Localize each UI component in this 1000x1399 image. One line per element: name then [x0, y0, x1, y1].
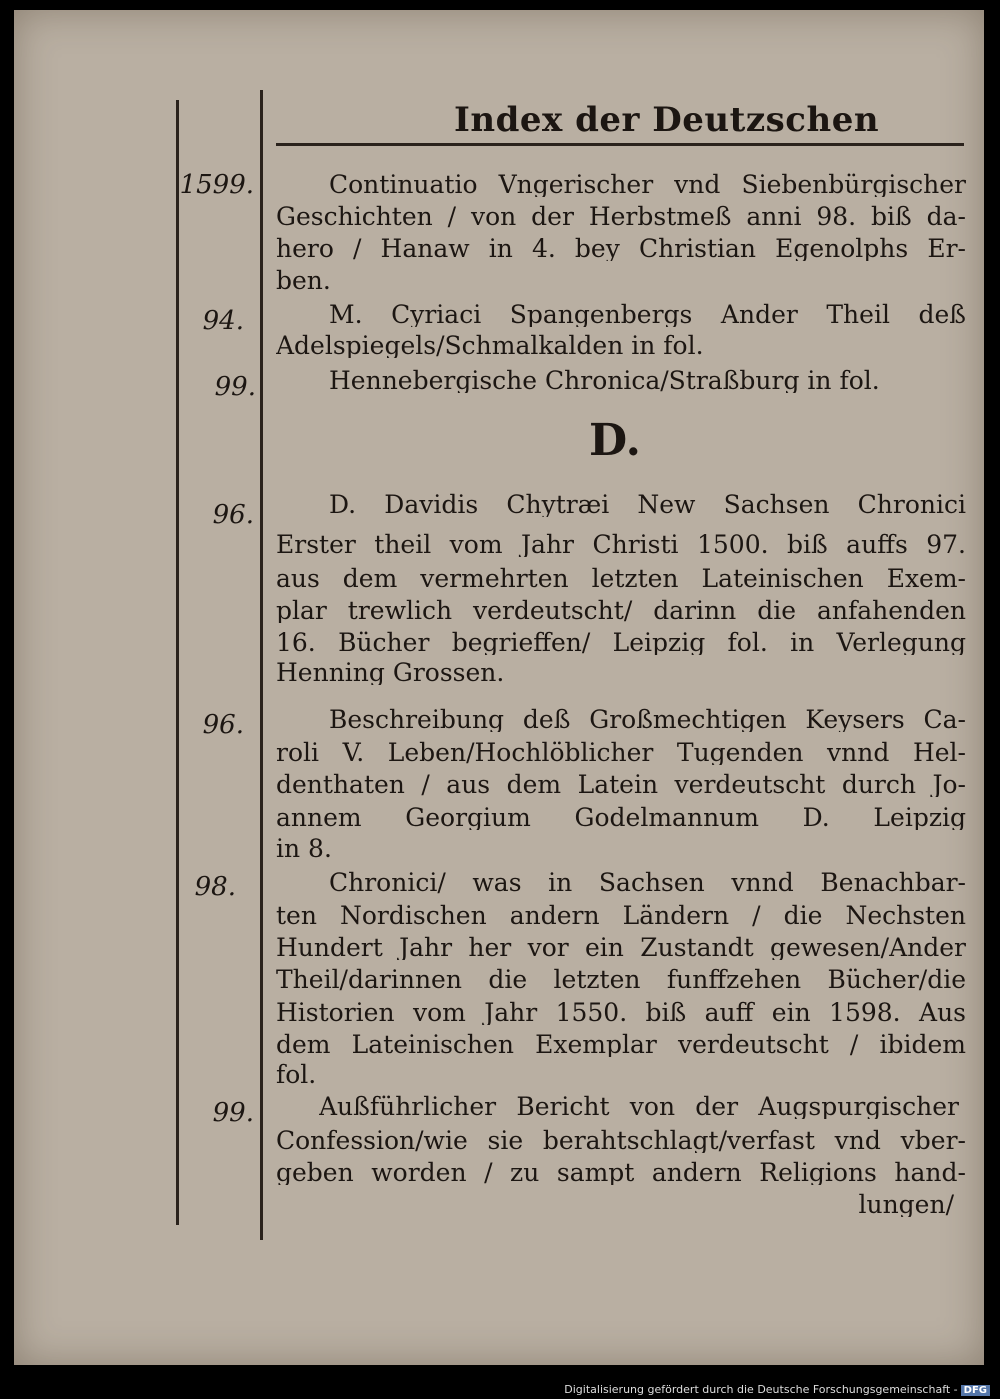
entry-line: Theil/darinnen die letzten funffzehen Bücher/die — [276, 967, 966, 992]
entry-year: 94. — [202, 306, 244, 336]
entry-line: in 8. — [276, 836, 332, 861]
entry-year: 99. — [212, 1098, 254, 1128]
margin-rule-right — [260, 90, 263, 1240]
entry-line: aus dem vermehrten letzten Lateinischen Exem- — [276, 566, 966, 591]
entry-line: Adelspiegels/Schmalkalden in fol. — [276, 333, 704, 358]
entry-year: 99. — [214, 372, 256, 402]
entry-year: 1599. — [179, 170, 254, 200]
entry-year: 98. — [194, 872, 236, 902]
entry-line: Continuatio Vngerischer vnd Siebenbürgischer — [329, 172, 966, 197]
entry-line: Erster theil vom Jahr Christi 1500. biß auffs 97. — [276, 532, 966, 557]
entry-line: roli V. Leben/Hochlöblicher Tugenden vnnd Hel- — [276, 740, 966, 765]
entry-line: Geschichten / von der Herbstmeß anni 98. biß da- — [276, 204, 966, 229]
entry-line: Historien vom Jahr 1550. biß auff ein 1598. Aus — [276, 1000, 966, 1025]
entry-line: Außführlicher Bericht von der Augspurgischer — [319, 1094, 959, 1119]
entry-line: plar trewlich verdeutscht/ darinn die anfahenden — [276, 598, 966, 623]
digitization-credit — [564, 1383, 990, 1396]
entry-line: Henning Grossen. — [276, 660, 505, 685]
entry-line: ten Nordischen andern Ländern / die Nechsten — [276, 903, 966, 928]
margin-rule-left — [176, 100, 179, 1225]
entry-line: Chronici/ was in Sachsen vnnd Benachbar- — [329, 870, 966, 895]
entry-line: Hennebergische Chronica/Straßburg in fol. — [329, 368, 880, 393]
dfg-logo: DFG — [961, 1385, 990, 1396]
header-rule — [276, 143, 964, 146]
entry-line: denthaten / aus dem Latein verdeutscht durch Jo- — [276, 772, 966, 797]
entry-line: Hundert Jahr her vor ein Zustandt gewesen/Ander — [276, 935, 966, 960]
entry-line: D. Davidis Chytræi New Sachsen Chronici — [329, 492, 966, 517]
entry-line: 16. Bücher begrieffen/ Leipzig fol. in Verlegung — [276, 630, 966, 655]
page-title: Index der Deutzschen — [454, 100, 880, 140]
entry-line: lungen/ — [858, 1192, 954, 1217]
book-page — [14, 10, 984, 1365]
entry-year: 96. — [202, 710, 244, 740]
entry-year: 96. — [212, 500, 254, 530]
entry-line: annem Georgium Godelmannum D. Leipzig — [276, 805, 966, 830]
entry-line: Confession/wie sie berahtschlagt/verfast vnd vber- — [276, 1128, 966, 1153]
entry-line: ben. — [276, 268, 331, 293]
section-letter: D. — [589, 415, 641, 466]
entry-line: fol. — [276, 1062, 317, 1087]
entry-line: hero / Hanaw in 4. bey Christian Egenolphs Er- — [276, 236, 966, 261]
entry-line: dem Lateinischen Exemplar verdeutscht / ibidem — [276, 1032, 966, 1057]
credit-text: Digitalisierung gefördert durch die Deutsche Forschungsgemeinschaft - — [564, 1383, 958, 1396]
entry-line: Beschreibung deß Großmechtigen Keysers Ca- — [329, 707, 966, 732]
entry-line: geben worden / zu sampt andern Religions hand- — [276, 1160, 966, 1185]
entry-line: M. Cyriaci Spangenbergs Ander Theil deß — [329, 302, 966, 327]
